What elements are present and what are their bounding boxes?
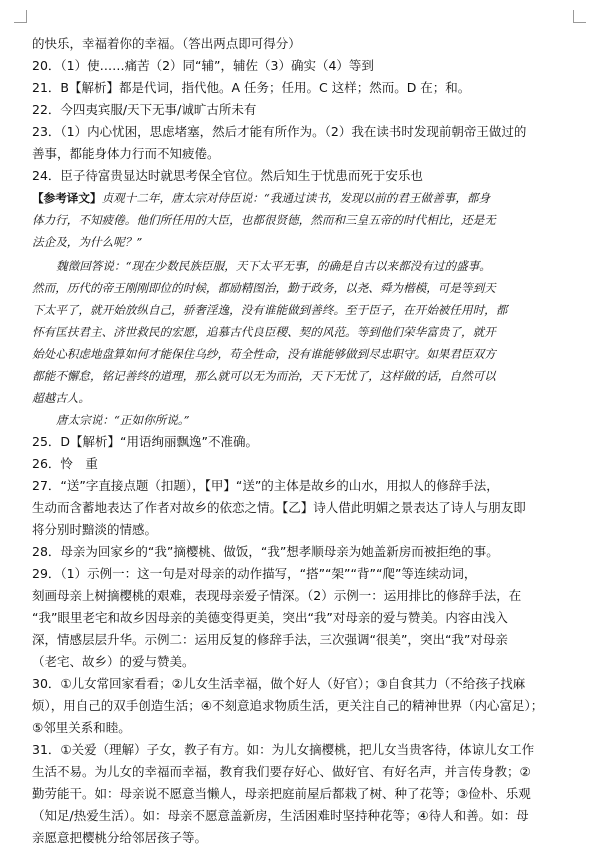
text-line: 下太平了，就开始放纵自己，骄奢淫逸，没有谁能做到善终。至于臣子，在开始被任用时，都	[32, 303, 508, 317]
text-line: （知足/热爱生活）。如：母亲不愿意盖新房，生活困难时坚持种花等；④待人和善。如：母	[32, 808, 529, 823]
text-line: “我”眼里老宅和故乡因母亲的美德变得更美，突出“我”对母亲的爱与赞美。内容由浅入	[32, 610, 508, 625]
reference-translation	[32, 187, 577, 209]
answer-20: 20．（1）使……痛苦（2）同“辅”，辅佐（3）确实（4）等到	[32, 58, 374, 73]
text-line: 的快乐，幸福着你的幸福。（答出两点即可得分）	[32, 36, 301, 51]
text-line: 深，情感层层升华。示例二：运用反复的修辞手法，三次强调“很美”，突出“我”对母亲	[32, 632, 508, 647]
text-line: 刻画母亲上树摘樱桃的艰难，表现母亲爱子情深。（2）示例一：运用排比的修辞手法，在	[32, 588, 522, 603]
text-line: 超越古人。	[32, 391, 90, 405]
answer-22: 22．今四夷宾服/天下无事/诚旷古所未有	[32, 102, 257, 117]
text-line: 烦），用自己的双手创造生活；④不刻意追求物质生活，更关注自己的精神世界（内心富足）；	[32, 698, 544, 713]
text-line: 生活不易。为儿女的幸福而幸福，教育我们要存好心、做好官、有好名声，并言传身教；②	[32, 764, 531, 779]
text-line: 始处心积虑地盘算如何才能保住乌纱，苟全性命，没有谁能够做到尽忠职守。如果君臣双方	[32, 347, 496, 361]
text-line: 然而，历代的帝王刚刚即位的时候，都励精图治，勤于政务，以尧、舜为楷模，可是等到天	[32, 281, 496, 295]
text-line: 怀有匡扶君主、济世救民的宏愿，追慕古代良臣稷、契的风范。等到他们荣华富贵了，就开	[32, 325, 496, 339]
answer-28: 28．母亲为回家乡的“我”摘樱桃、做饭，“我”想孝顺母亲为她盖新房而被拒绝的事。	[32, 544, 499, 559]
answer-23: 23．（1）内心忧困，思虑堵塞，然后才能有所作为。（2）我在读书时发现前朝帝王做过的	[32, 124, 527, 139]
answer-25: 25．D【解析】“用语绚丽飘逸”不准确。	[32, 434, 258, 449]
text-line: ⑤邻里关系和睦。	[32, 720, 131, 735]
text-line: 将分别时黯淡的情感。	[32, 522, 158, 537]
answer-31: 31．①关爱（理解）子女，教子有方。如：为儿女摘樱桃，把儿女当贵客待，体谅儿女工作	[32, 742, 535, 757]
text-line: 魏徵回答说：“现在少数民族臣服，天下太平无事，的确是自古以来都没有过的盛事。	[56, 259, 491, 273]
text-line: 法企及，为什么呢？”	[32, 235, 143, 249]
crop-mark-top-left	[14, 10, 27, 23]
text-line: 亲愿意把樱桃分给邻居孩子等。	[32, 830, 208, 845]
text-line: 善事，都能身体力行而不知疲倦。	[32, 146, 220, 161]
text-line: （老宅、故乡）的爱与赞美。	[32, 654, 195, 669]
answer-30: 30．①儿女常回家看看；②儿女生活幸福，做个好人（好官）；③自食其力（不给孩子找麻	[32, 676, 526, 691]
answer-26: 26．怜 重	[32, 456, 98, 471]
reference-translation-tag: 【参考译文】	[32, 191, 102, 205]
text-line: 贞观十二年，唐太宗对侍臣说：“我通过读书，发现以前的君王做善事，都身	[101, 191, 491, 205]
answer-27: 27．“送”字直接点题（扣题），【甲】“送”的主体是故乡的山水，用拟人的修辞手法，	[32, 478, 499, 493]
answer-key-body	[32, 33, 577, 849]
answer-24: 24．臣子待富贵显达时就思考保全官位。然后知生于忧患而死于安乐也	[32, 168, 423, 183]
text-line: 体力行，不知疲倦。他们所任用的大臣，也都很贤德，然而和三皇五帝的时代相比，还是无	[32, 213, 496, 227]
crop-mark-top-right	[573, 10, 586, 23]
text-line: 唐太宗说：“正如你所说。”	[56, 413, 190, 427]
answer-29: 29．（1）示例一：这一句是对母亲的动作描写，“搭”“架”“背”“爬”等连续动词，	[32, 566, 477, 581]
text-line: 生动而含蓄地表达了作者对故乡的依恋之情。【乙】诗人借此明媚之景表达了诗人与朋友即	[32, 500, 526, 515]
text-line: 都能不懈怠，铭记善终的道理，那么就可以无为而治，天下无忧了，这样做的话，自然可以	[32, 369, 496, 383]
answer-21: 21．B【解析】都是代词，指代他。A 任务；任用。C 这样；然而。D 在；和。	[32, 80, 471, 95]
text-line: 勤劳能干。如：母亲说不愿意当懒人，母亲把庭前屋后都栽了树、种了花等；③俭朴、乐观	[32, 786, 531, 801]
